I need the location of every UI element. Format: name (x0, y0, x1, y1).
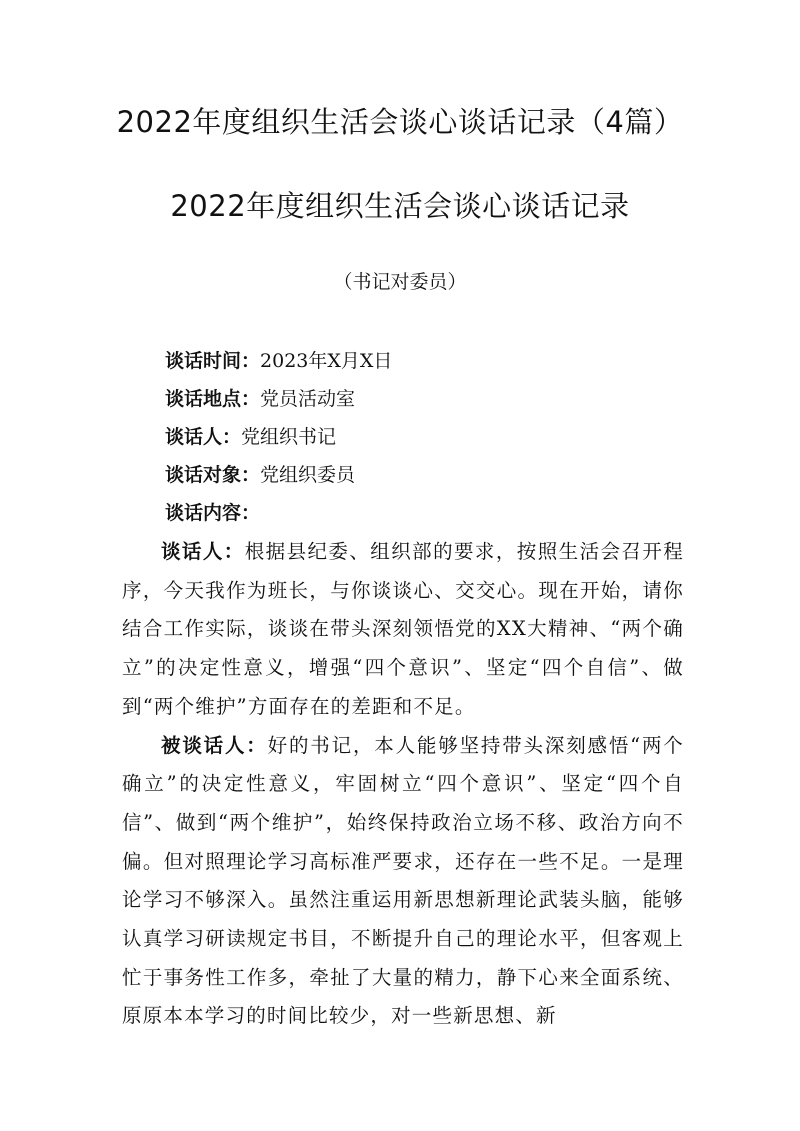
record-note: （书记对委员） (333, 271, 467, 293)
meeting-place-value: 党员活动室 (260, 388, 356, 410)
paragraph-interviewee (122, 727, 684, 1037)
interviewee-label: 谈话对象： (165, 464, 261, 486)
meeting-place-line (165, 380, 705, 418)
meeting-place-label: 谈话地点： (165, 388, 261, 410)
content-line (165, 494, 705, 532)
interviewer-label: 谈话人： (165, 426, 242, 448)
meeting-info (165, 342, 705, 532)
meeting-time-value: 2023年X月X日 (260, 350, 393, 372)
document-title: 2022年度组织生活会谈心谈话记录（4篇） (116, 105, 684, 139)
interviewee-value: 党组织委员 (260, 464, 356, 486)
interviewer-value: 党组织书记 (241, 426, 337, 448)
paragraph-interviewer (122, 533, 684, 727)
speaker-label: 谈话人： (161, 540, 245, 563)
conversation-body (122, 533, 684, 1036)
paragraph-text: 好的书记，本人能够坚持带头深刻感悟“两个确立”的决定性意义，牢固树立“四个意识”、坚定“四个自信”、做到“两个维护”，始终保持政治立场不移、政治方向不偏。但对照理论学习高标准严要求，还存在一些不足。一是理论学习不够深入。虽然注重运用新思想新理论武装头脑，能够认真学习研读规定书目，不断提升自己的理论水平，但客观上忙于事务性工作多，牵扯了大量的精力，静下心来全面系统、原原本本学习的时间比较少，对一些新思想、新 (122, 733, 684, 1028)
record-title: 2022年度组织生活会谈心谈话记录 (170, 189, 630, 223)
speaker-label: 被谈话人： (161, 733, 268, 757)
meeting-time-line (165, 342, 705, 380)
content-label: 谈话内容： (165, 502, 261, 524)
interviewer-line (165, 418, 705, 456)
paragraph-text: 根据县纪委、组织部的要求，按照生活会召开程序，今天我作为班长，与你谈谈心、交交心。现在开始，请你结合工作实际，谈谈在带头深刻领悟党的XX大精神、“两个确立”的决定性意义，增强“四个意识”、坚定“四个自信”、做到“两个维护”方面存在的差距和不足。 (122, 540, 684, 718)
meeting-time-label: 谈话时间： (165, 350, 261, 372)
interviewee-line (165, 456, 705, 494)
